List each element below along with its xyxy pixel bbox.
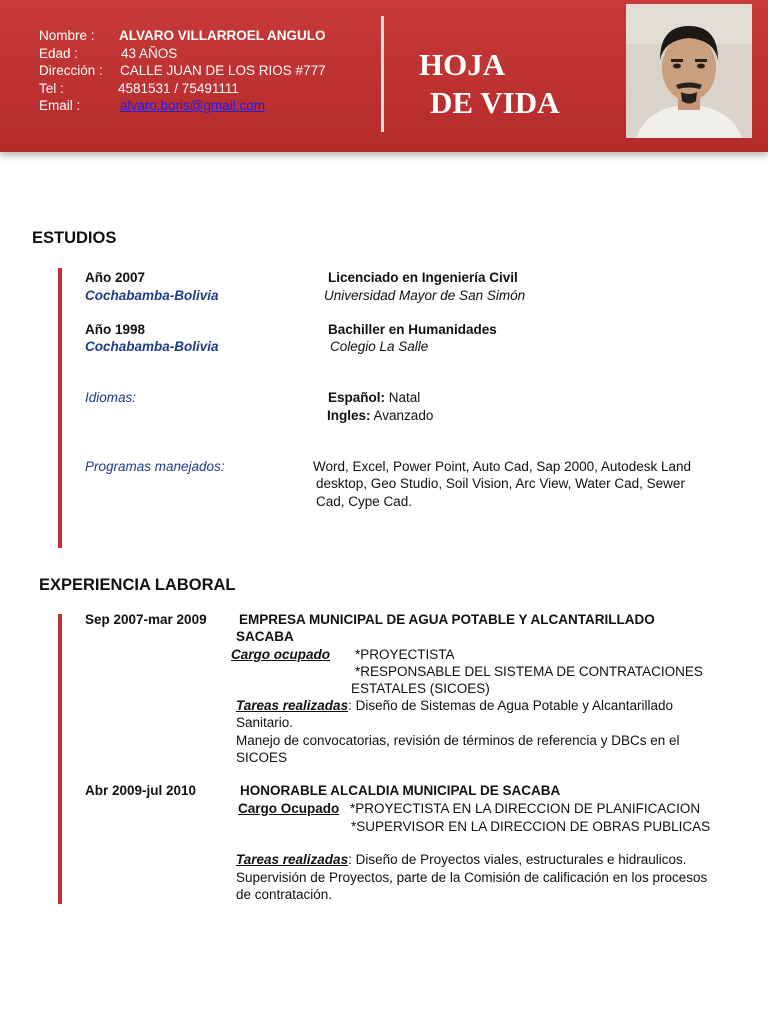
language-name: Ingles: [327, 408, 371, 423]
job1-company-line1: EMPRESA MUNICIPAL DE AGUA POTABLE Y ALCANTARILLADO [239, 612, 655, 627]
experiencia-heading: EXPERIENCIA LABORAL [39, 576, 236, 594]
email-link[interactable]: alvaro.boris@gmail.com [120, 98, 265, 113]
programas-line1: Word, Excel, Power Point, Auto Cad, Sap 2000, Autodesk Land [313, 459, 691, 474]
email-label: Email : [39, 98, 81, 113]
job1-tareas-line3: SICOES [236, 750, 288, 765]
job1-company-line2: SACABA [236, 629, 294, 644]
doc-title-line2: DE VIDA [430, 85, 560, 120]
job1-tareas-line2: Manejo de convocatorias, revisión de términos de referencia y DBCs en el [236, 733, 680, 748]
study1-institution: Universidad Mayor de San Simón [324, 288, 526, 303]
study1-year: Año 2007 [85, 270, 146, 285]
job2-tareas-line1: Supervisión de Proyectos, parte de la Comisión de calificación en los procesos [236, 870, 708, 885]
name-label: Nombre : [39, 28, 95, 43]
job2-tareas-first [236, 852, 687, 867]
estudios-heading: ESTUDIOS [32, 229, 117, 247]
phone-label: Tel : [39, 80, 64, 96]
address-value: CALLE JUAN DE LOS RIOS #777 [120, 63, 326, 78]
profile-photo [626, 4, 752, 138]
phone-value: 4581531 / 75491111 [118, 80, 239, 96]
estudios-accent-bar [58, 268, 62, 548]
job2-tareas-label: Tareas realizadas [236, 852, 349, 867]
age-value: 43 AÑOS [121, 45, 178, 61]
language-name: Español: [328, 390, 386, 405]
study2-place: Cochabamba-Bolivia [85, 339, 219, 354]
study2-institution: Colegio La Salle [330, 339, 429, 354]
job1-tareas-line1: Sanitario. [236, 715, 294, 730]
experiencia-accent-bar [58, 614, 62, 904]
job1-period: Sep 2007-mar 2009 [85, 612, 207, 627]
full-name: ALVARO VILLARROEL ANGULO [119, 28, 326, 43]
age-label: Edad : [39, 45, 79, 61]
job1-cargo-label: Cargo ocupado [231, 647, 331, 662]
job1-cargo-line3: ESTATALES (SICOES) [351, 681, 490, 696]
study2-year: Año 1998 [85, 322, 146, 337]
study2-degree: Bachiller en Humanidades [328, 322, 497, 337]
programas-line2: desktop, Geo Studio, Soil Vision, Arc View, Water Cad, Sewer [316, 476, 685, 491]
job2-company: HONORABLE ALCALDIA MUNICIPAL DE SACABA [240, 783, 561, 798]
job1-tareas-text: : Diseño de Sistemas de Agua Potable y Alcantarillado [348, 698, 674, 713]
job2-period: Abr 2009-jul 2010 [85, 783, 197, 798]
idiomas-label: Idiomas: [85, 390, 137, 405]
job2-tareas-line2: de contratación. [236, 887, 333, 902]
job1-tareas-label: Tareas realizadas [236, 698, 349, 713]
header-divider [381, 16, 384, 132]
address-label: Dirección : [39, 63, 103, 78]
language-spanish [328, 390, 420, 405]
job2-cargo-label: Cargo Ocupado [238, 801, 340, 816]
language-level: Natal [388, 390, 421, 405]
doc-title-line1: HOJA [419, 47, 506, 82]
header-banner [0, 0, 768, 152]
language-level: Avanzado [373, 408, 434, 423]
study1-degree: Licenciado en Ingeniería Civil [328, 270, 518, 285]
job2-tareas-text: : Diseño de Proyectos viales, estructurales e hidraulicos. [348, 852, 687, 867]
programas-label: Programas manejados: [85, 459, 225, 474]
language-english [327, 408, 433, 423]
job2-cargo-line2: *SUPERVISOR EN LA DIRECCION DE OBRAS PUBLICAS [351, 819, 711, 834]
programas-line3: Cad, Cype Cad. [316, 494, 413, 509]
job2-cargo-line1: *PROYECTISTA EN LA DIRECCION DE PLANIFICACION [350, 801, 701, 816]
job1-cargo-line1: *PROYECTISTA [355, 647, 455, 662]
job1-tareas-first [236, 698, 673, 713]
study1-place: Cochabamba-Bolivia [85, 288, 219, 303]
job1-cargo-line2: *RESPONSABLE DEL SISTEMA DE CONTRATACIONES [355, 664, 703, 679]
